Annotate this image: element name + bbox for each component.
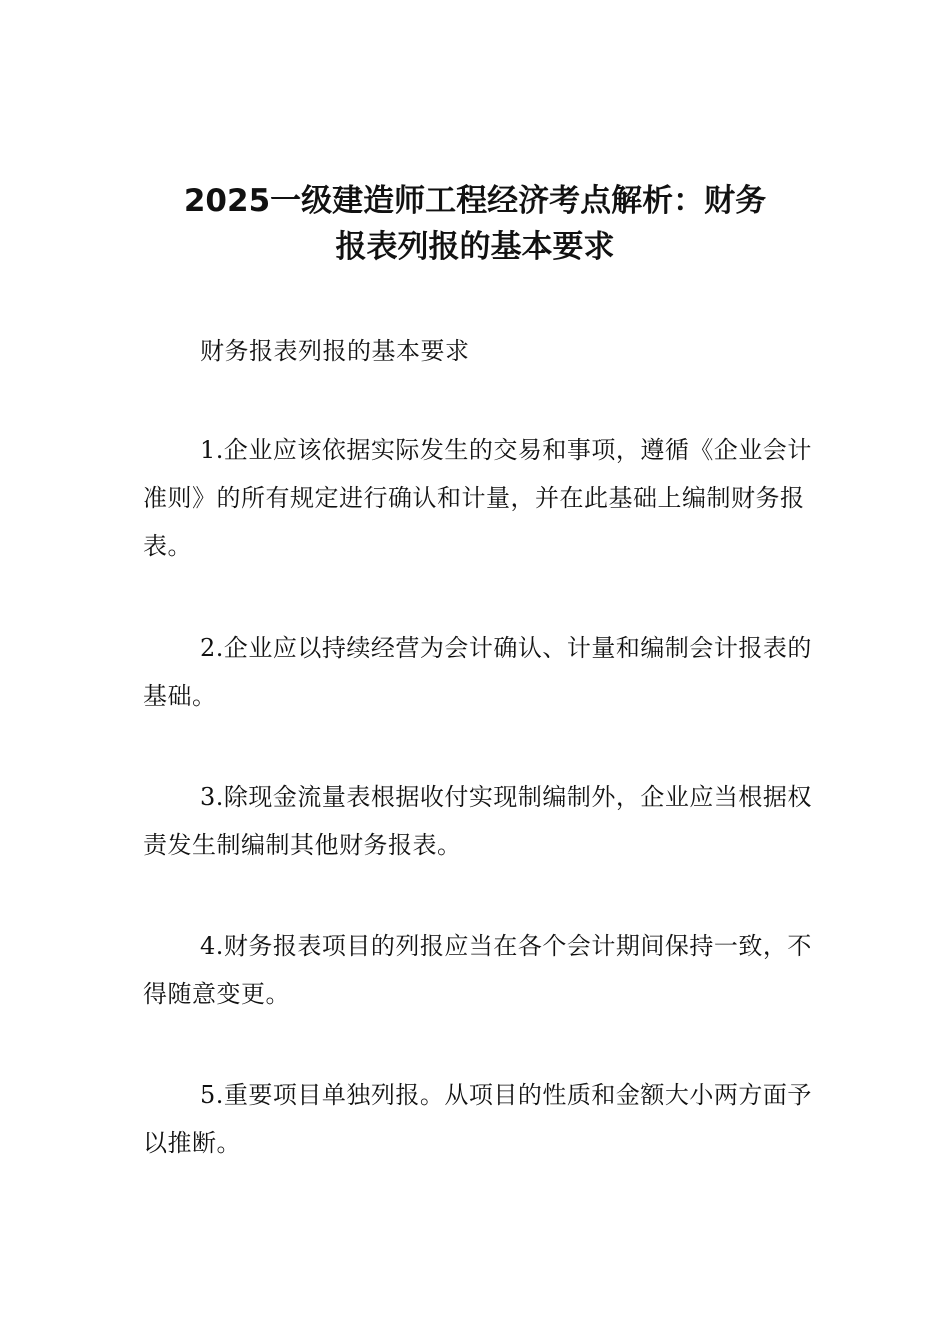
paragraph-3: 3.除现金流量表根据收付实现制编制外，企业应当根据权责发生制编制其他财务报表。 (143, 783, 812, 859)
section-heading: 财务报表列报的基本要求 (200, 337, 470, 365)
document-title-line-2: 报表列报的基本要求 (335, 229, 615, 265)
paragraph-5: 5.重要项目单独列报。从项目的性质和金额大小两方面予以推断。 (143, 1081, 812, 1157)
paragraph-4: 4.财务报表项目的列报应当在各个会计期间保持一致，不得随意变更。 (143, 932, 812, 1008)
paragraph-2: 2.企业应以持续经营为会计确认、计量和编制会计报表的基础。 (143, 634, 812, 710)
paragraph-1: 1.企业应该依据实际发生的交易和事项，遵循《企业会计准则》的所有规定进行确认和计量，并在此基础上编制财务报表。 (143, 436, 812, 560)
document-title-line-1: 2025一级建造师工程经济考点解析：财务 (183, 183, 767, 219)
